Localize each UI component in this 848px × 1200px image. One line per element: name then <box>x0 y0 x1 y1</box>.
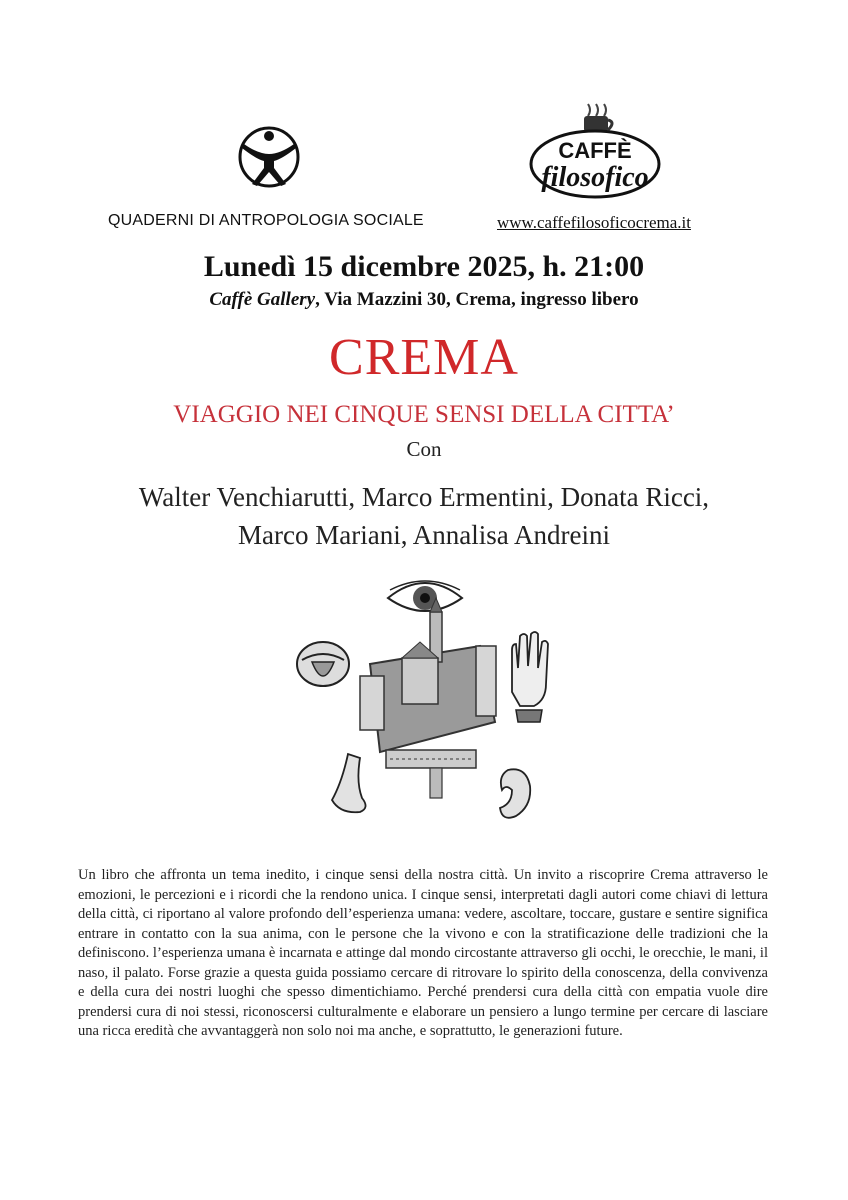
anthropology-figure-icon <box>236 124 302 190</box>
book-title: CREMA <box>329 329 519 386</box>
event-venue <box>0 289 848 311</box>
logo-line2: filosofico <box>541 162 649 193</box>
venue-name: Caffè Gallery <box>209 289 316 310</box>
city-square-icon <box>360 598 496 798</box>
event-date-time: Lunedì 15 dicembre 2025, h. 21:00 <box>203 250 645 283</box>
caffe-filosofico-logo <box>526 98 664 202</box>
book-description: Un libro che affronta un tema inedito, i cinque sensi della nostra città. Un invito a riscoprire Crema attraverso le emozioni, le percezioni e i ricordi che la rendono unica. I cinque sensi, interpretati dagli autori come chiavi di lettura della città, ci riportano al valore profondo dell’esperienza umana: vedere, ascoltare, toccare, gustare e sentire significa entrare in contatto con la sua anima, con le persone che la vivono e con la stratificazione delle tradizioni che la definiscono. l’esperienza umana è incarnata e attinge dal mondo circostante attraverso gli occhi, le orecchie, le mani, il naso, il palato. Forse grazie a questa guida possiamo cercare di ritrovare lo spirito della conoscenza, della convivenza e della cura dei nostri luoghi che spesso dimentichiamo. Perché prendersi cura della città con empatia vuole dire prendersi cura di noi stessi, riconoscersi culturalmente e elaborare un pensiero a lungo termine per cercare di lasciare una ricca eredità che avvantaggerà non solo noi ma anche, e soprattutto, le generazioni future. <box>78 867 768 1039</box>
organization-name: QUADERNI DI ANTROPOLOGIA SOCIALE <box>108 212 424 229</box>
ear-icon <box>500 769 530 817</box>
authors-line-1: Walter Venchiarutti, Marco Ermentini, Donata Ricci, <box>138 482 710 512</box>
hand-icon <box>512 632 548 722</box>
book-subtitle: VIAGGIO NEI CINQUE SENSI DELLA CITTA’ <box>173 401 675 428</box>
authors-line-2: Marco Mariani, Annalisa Andreini <box>238 520 610 550</box>
five-senses-illustration <box>290 572 560 822</box>
logo-line1: CAFFÈ <box>558 138 632 163</box>
eye-icon <box>388 581 462 611</box>
nose-icon <box>332 754 366 812</box>
venue-address: , Via Mazzini 30, Crema, ingresso libero <box>315 289 639 310</box>
with-label: Con <box>406 437 442 461</box>
website-link[interactable]: www.caffefilosoficocrema.it <box>497 213 691 232</box>
mouth-icon <box>297 642 349 686</box>
authors <box>0 478 848 554</box>
